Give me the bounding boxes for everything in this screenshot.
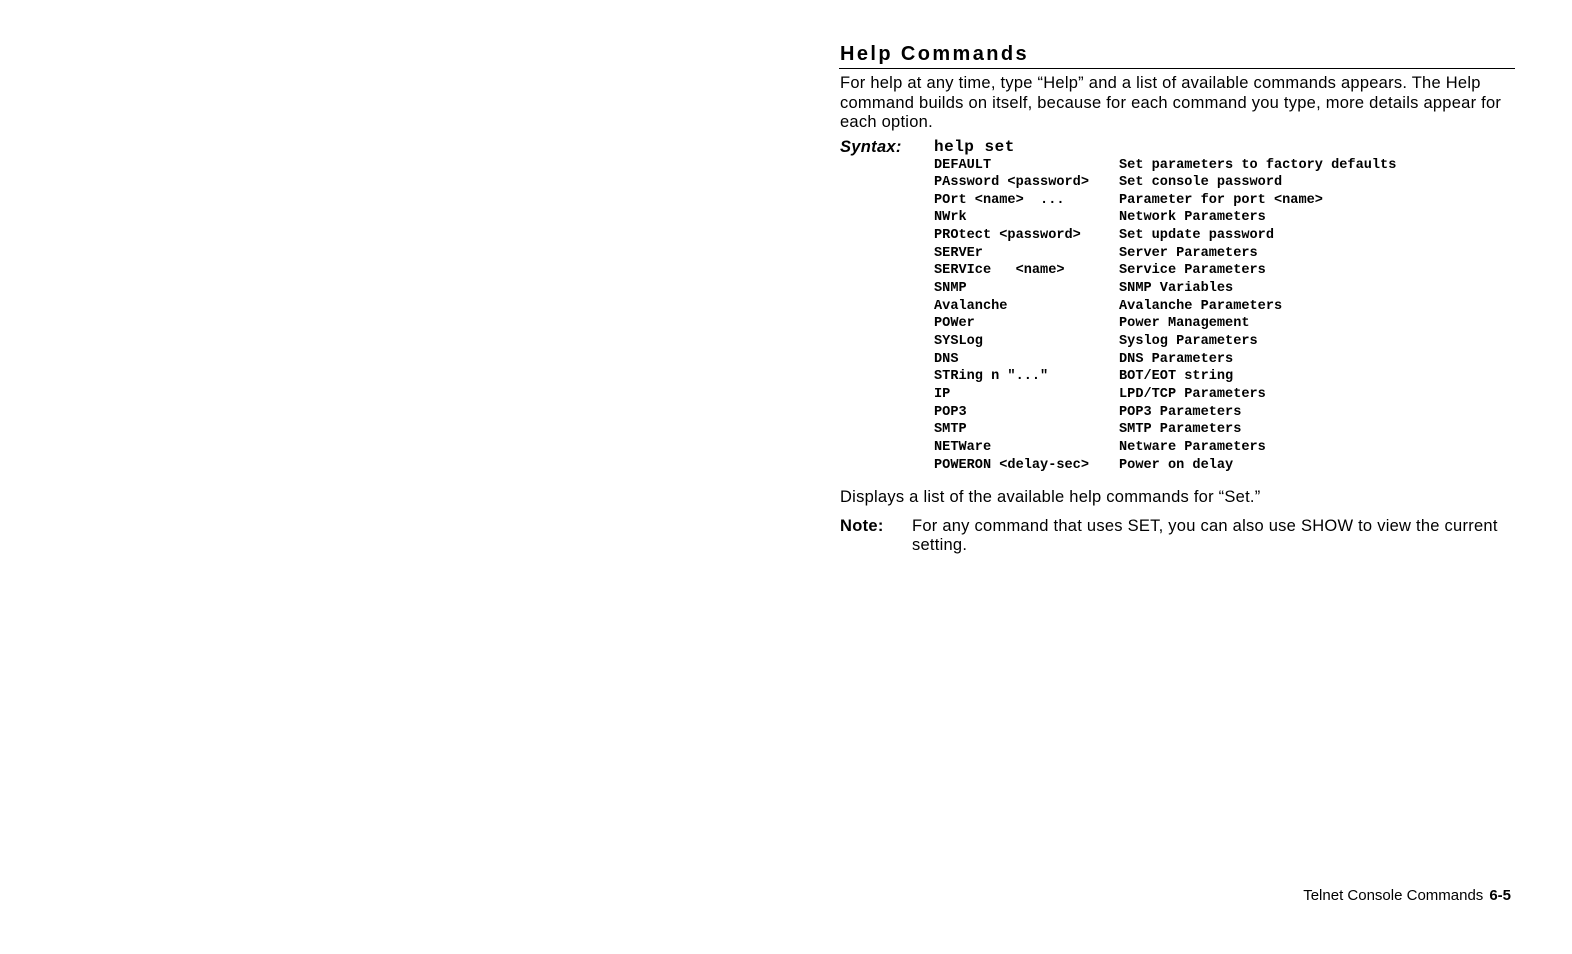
command-name: PROtect <password>: [934, 228, 1081, 244]
command-description: SNMP Variables: [1119, 281, 1234, 297]
note-text: For any command that uses SET, you can also use SHOW to view the current setting.: [912, 516, 1498, 555]
description-paragraph: Displays a list of the available help commands for “Set.”: [840, 488, 1261, 507]
command-table-body: [934, 157, 1396, 475]
command-table: [934, 157, 1396, 475]
command-description: SMTP Parameters: [1119, 422, 1242, 438]
command-row: [934, 368, 1396, 386]
command-name: IP: [934, 387, 951, 403]
command-row: [934, 457, 1396, 475]
command-row: [934, 421, 1396, 439]
command-description: Network Parameters: [1119, 210, 1266, 226]
command-row: [934, 192, 1396, 210]
command-name: SERVEr: [934, 245, 983, 261]
command-row: [934, 280, 1396, 298]
command-description: Set update password: [1119, 228, 1274, 244]
command-name: POP3: [934, 404, 967, 420]
command-row: [934, 315, 1396, 333]
command-name: NETWare: [934, 440, 992, 455]
command-description: Power Management: [1119, 316, 1250, 332]
command-description: Power on delay: [1119, 457, 1234, 473]
command-row: [934, 262, 1396, 280]
footer-page-number: 6-5: [1489, 887, 1511, 904]
command-description: POP3 Parameters: [1119, 404, 1242, 420]
command-row: [934, 439, 1396, 457]
note-label: Note:: [840, 516, 884, 535]
command-name: SYSLog: [934, 334, 983, 350]
footer-chapter: Telnet Console Commands: [1303, 887, 1484, 904]
command-name: DEFAULT: [934, 157, 992, 173]
command-name: POWer: [934, 316, 975, 332]
command-description: Parameter for port <name>: [1119, 192, 1323, 208]
command-description: Server Parameters: [1119, 245, 1258, 261]
syntax-row: [840, 138, 1515, 157]
section-title: Help Commands: [839, 42, 1515, 69]
command-name: POrt <name> ...: [934, 192, 1065, 208]
command-name: SMTP: [934, 422, 967, 438]
intro-paragraph: For help at any time, type “Help” and a list of available commands appears. The Help command builds on itself, because for each command you type, more details appear for each option.: [840, 74, 1502, 131]
main-content: [839, 42, 1515, 556]
command-description: Avalanche Parameters: [1119, 298, 1283, 314]
command-description: DNS Parameters: [1119, 351, 1234, 367]
command-description: BOT/EOT string: [1119, 369, 1234, 385]
note: [840, 517, 1515, 556]
command-row: [934, 157, 1396, 175]
command-row: [934, 351, 1396, 369]
command-row: [934, 209, 1396, 227]
command-name: STRing n "...": [934, 369, 1049, 385]
command-name: SERVIce <name>: [934, 263, 1065, 279]
page-footer: [1303, 887, 1511, 905]
command-name: DNS: [934, 351, 959, 367]
command-row: [934, 333, 1396, 351]
syntax-command: help set: [934, 137, 1015, 156]
command-description: Set console password: [1119, 175, 1283, 191]
command-row: [934, 245, 1396, 263]
command-name: PAssword <password>: [934, 175, 1089, 191]
command-row: [934, 404, 1396, 422]
command-description: Set parameters to factory defaults: [1119, 157, 1397, 173]
command-description: Service Parameters: [1119, 263, 1266, 279]
command-description: LPD/TCP Parameters: [1119, 387, 1266, 403]
command-name: SNMP: [934, 281, 967, 297]
command-description: Netware Parameters: [1119, 440, 1266, 455]
command-row: [934, 298, 1396, 316]
syntax-label: Syntax:: [840, 137, 902, 156]
command-row: [934, 227, 1396, 245]
command-name: Avalanche: [934, 298, 1008, 314]
command-description: Syslog Parameters: [1119, 334, 1258, 350]
command-name: POWERON <delay-sec>: [934, 457, 1089, 473]
command-row: [934, 386, 1396, 404]
command-name: NWrk: [934, 210, 967, 226]
command-row: [934, 174, 1396, 192]
